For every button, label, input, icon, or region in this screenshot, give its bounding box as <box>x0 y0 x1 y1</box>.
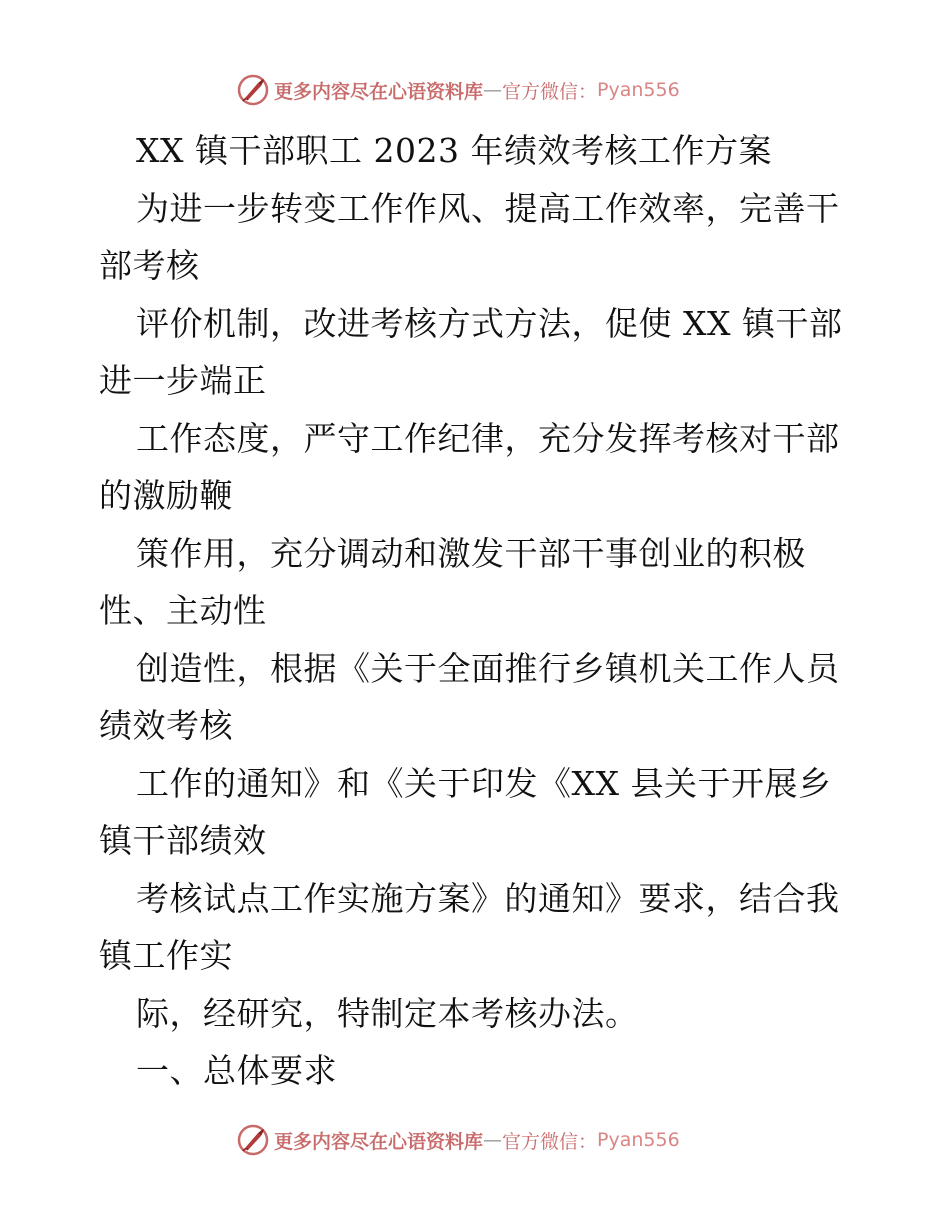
paragraph-line: 考核试点工作实施方案》的通知》要求，结合我 <box>136 878 840 918</box>
paragraph-line: 工作态度，严守工作纪律，充分发挥考核对干部 <box>136 418 840 458</box>
paragraph-line: 为进一步转变工作作风、提高工作效率，完善干 <box>136 188 840 228</box>
quill-pen-logo-icon <box>236 73 270 107</box>
footer-watermark <box>236 1122 680 1158</box>
watermark-wechat-id: Pyan556 <box>597 79 680 101</box>
document-body <box>99 122 851 1100</box>
paragraph-line: 评价机制，改进考核方式方法，促使 XX 镇干部 <box>136 303 843 343</box>
paragraph-line: 际，经研究，特制定本考核办法。 <box>136 993 639 1033</box>
quill-pen-logo-icon <box>236 1123 270 1157</box>
watermark-separator: — <box>483 1129 503 1151</box>
paragraph-line: 的激励鞭 <box>99 476 233 515</box>
paragraph-line: 绩效考核 <box>99 706 233 745</box>
paragraph-line: 一、总体要求 <box>136 1051 337 1090</box>
watermark-main-text: 更多内容尽在心语资料库 <box>274 1130 484 1153</box>
watermark-separator: — <box>483 79 503 101</box>
paragraph-line: 镇干部绩效 <box>99 821 267 860</box>
watermark-wechat-id: Pyan556 <box>597 1129 680 1151</box>
paragraph-line: 部考核 <box>99 246 200 285</box>
paragraph-line: 策作用，充分调动和激发干部干事创业的积极 <box>136 533 806 573</box>
watermark-wechat-label: 官方微信： <box>502 1130 598 1153</box>
paragraph-line: 进一步端正 <box>99 361 267 400</box>
watermark-main-text: 更多内容尽在心语资料库 <box>274 80 484 103</box>
paragraph-line: 性、主动性 <box>99 591 267 630</box>
header-watermark <box>236 72 680 108</box>
document-title: XX 镇干部职工 2023 年绩效考核工作方案 <box>136 131 772 170</box>
paragraph-line: 镇工作实 <box>99 936 233 975</box>
paragraph-line: 工作的通知》和《关于印发《XX 县关于开展乡 <box>136 763 832 803</box>
watermark-wechat-label: 官方微信： <box>502 80 598 103</box>
paragraph-line: 创造性，根据《关于全面推行乡镇机关工作人员 <box>136 648 840 688</box>
